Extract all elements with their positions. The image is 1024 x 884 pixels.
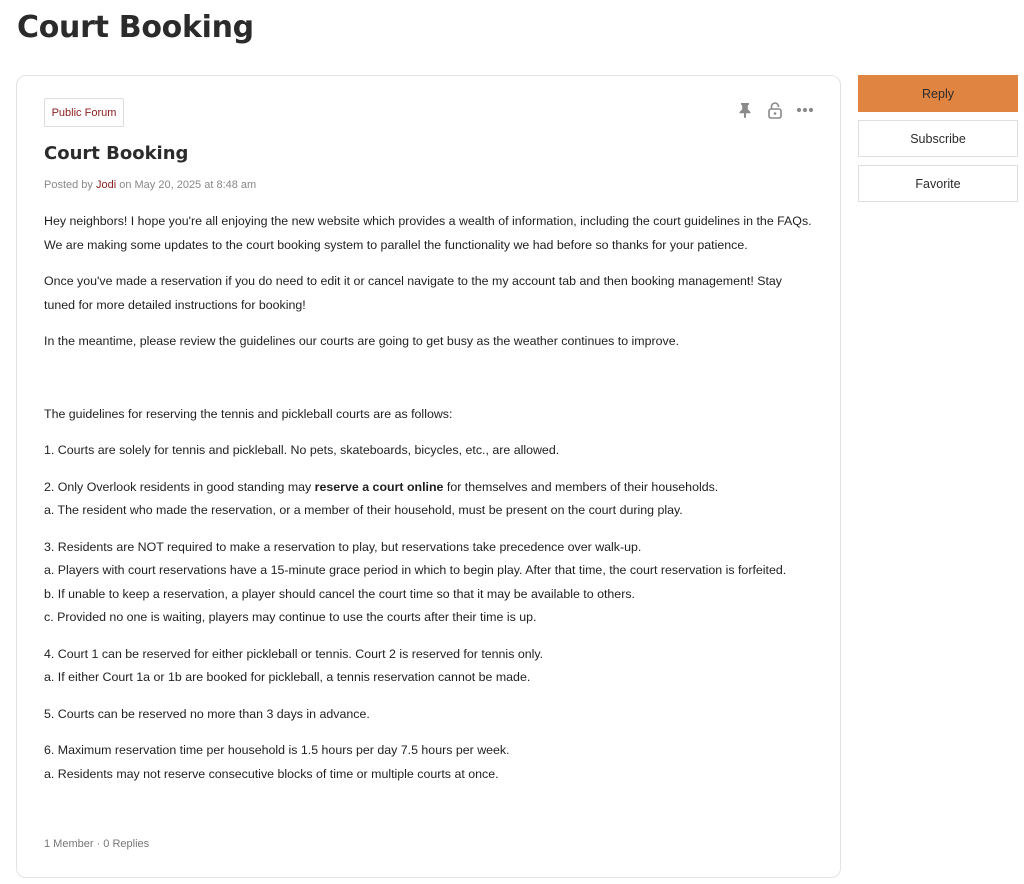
rule-3c: c. Provided no one is waiting, players may continue to use the courts after their time is up. (44, 610, 537, 624)
forum-tag[interactable]: Public Forum (44, 98, 124, 127)
rule-2-text-end: for themselves and members of their households. (443, 479, 719, 494)
rule-3 (44, 536, 816, 630)
rule-4a: a. If either Court 1a or 1b are booked for pickleball, a tennis reservation cannot be made. (44, 670, 531, 684)
paragraph-guidelines-intro: The guidelines for reserving the tennis and pickleball courts are as follows: (44, 406, 453, 421)
paragraph-reservation-edit: Once you've made a reservation if you do need to edit it or cancel navigate to the my account tab and then booking management! Stay tuned for more detailed instructions for booking! (44, 274, 782, 312)
author-link[interactable]: Jodi (95, 179, 117, 191)
rule-4 (44, 643, 816, 690)
lock-icon[interactable] (766, 101, 784, 119)
rule-2a: a. The resident who made the reservation, or a member of their household, must be present on the court during play. (44, 503, 683, 517)
paragraph-intro: Hey neighbors! I hope you're all enjoying the new website which provides a wealth of information, including the court guidelines in the FAQs. We are making some updates to the court booking system to parallel the functionality we had before so thanks for your patience. (44, 214, 812, 252)
post-actions (736, 101, 814, 119)
more-options-icon[interactable] (796, 101, 814, 119)
post-date: on May 20, 2025 at 8:48 am (116, 179, 257, 191)
post-title: Court Booking (44, 143, 189, 164)
post-card (16, 75, 841, 878)
post-stats: 1 Member · 0 Replies (44, 838, 150, 850)
post-meta (44, 179, 256, 191)
rule-4-text: 4. Court 1 can be reserved for either pickleball or tennis. Court 2 is reserved for tennis only. (44, 646, 544, 661)
rule-3-text: 3. Residents are NOT required to make a reservation to play, but reservations take precedence over walk-up. (44, 539, 642, 554)
rule-2-bold: reserve a court online (314, 479, 444, 494)
rule-1: 1. Courts are solely for tennis and pickleball. No pets, skateboards, bicycles, etc., are allowed. (44, 443, 560, 457)
rule-2-text: 2. Only Overlook residents in good standing may (44, 479, 315, 494)
rule-3b: b. If unable to keep a reservation, a player should cancel the court time so that it may be available to others. (44, 586, 635, 601)
reply-button[interactable]: Reply (858, 75, 1018, 112)
rule-6a: a. Residents may not reserve consecutive blocks of time or multiple courts at once. (44, 766, 499, 781)
favorite-button[interactable]: Favorite (858, 165, 1018, 202)
pin-icon[interactable] (736, 101, 754, 119)
paragraph-meantime: In the meantime, please review the guidelines our courts are going to get busy as the weather continues to improve. (44, 334, 680, 348)
rule-6-text: 6. Maximum reservation time per household is 1.5 hours per day 7.5 hours per week. (44, 743, 510, 757)
subscribe-button[interactable]: Subscribe (858, 120, 1018, 157)
rule-6 (44, 739, 816, 786)
rule-5: 5. Courts can be reserved no more than 3 days in advance. (44, 706, 370, 721)
rule-2 (44, 476, 816, 523)
post-body (44, 210, 816, 799)
posted-by-label: Posted by (44, 179, 96, 191)
rule-3a: a. Players with court reservations have a 15-minute grace period in which to begin play. After that time, the court reservation is forfeited. (44, 563, 787, 577)
page-title: Court Booking (17, 10, 254, 45)
